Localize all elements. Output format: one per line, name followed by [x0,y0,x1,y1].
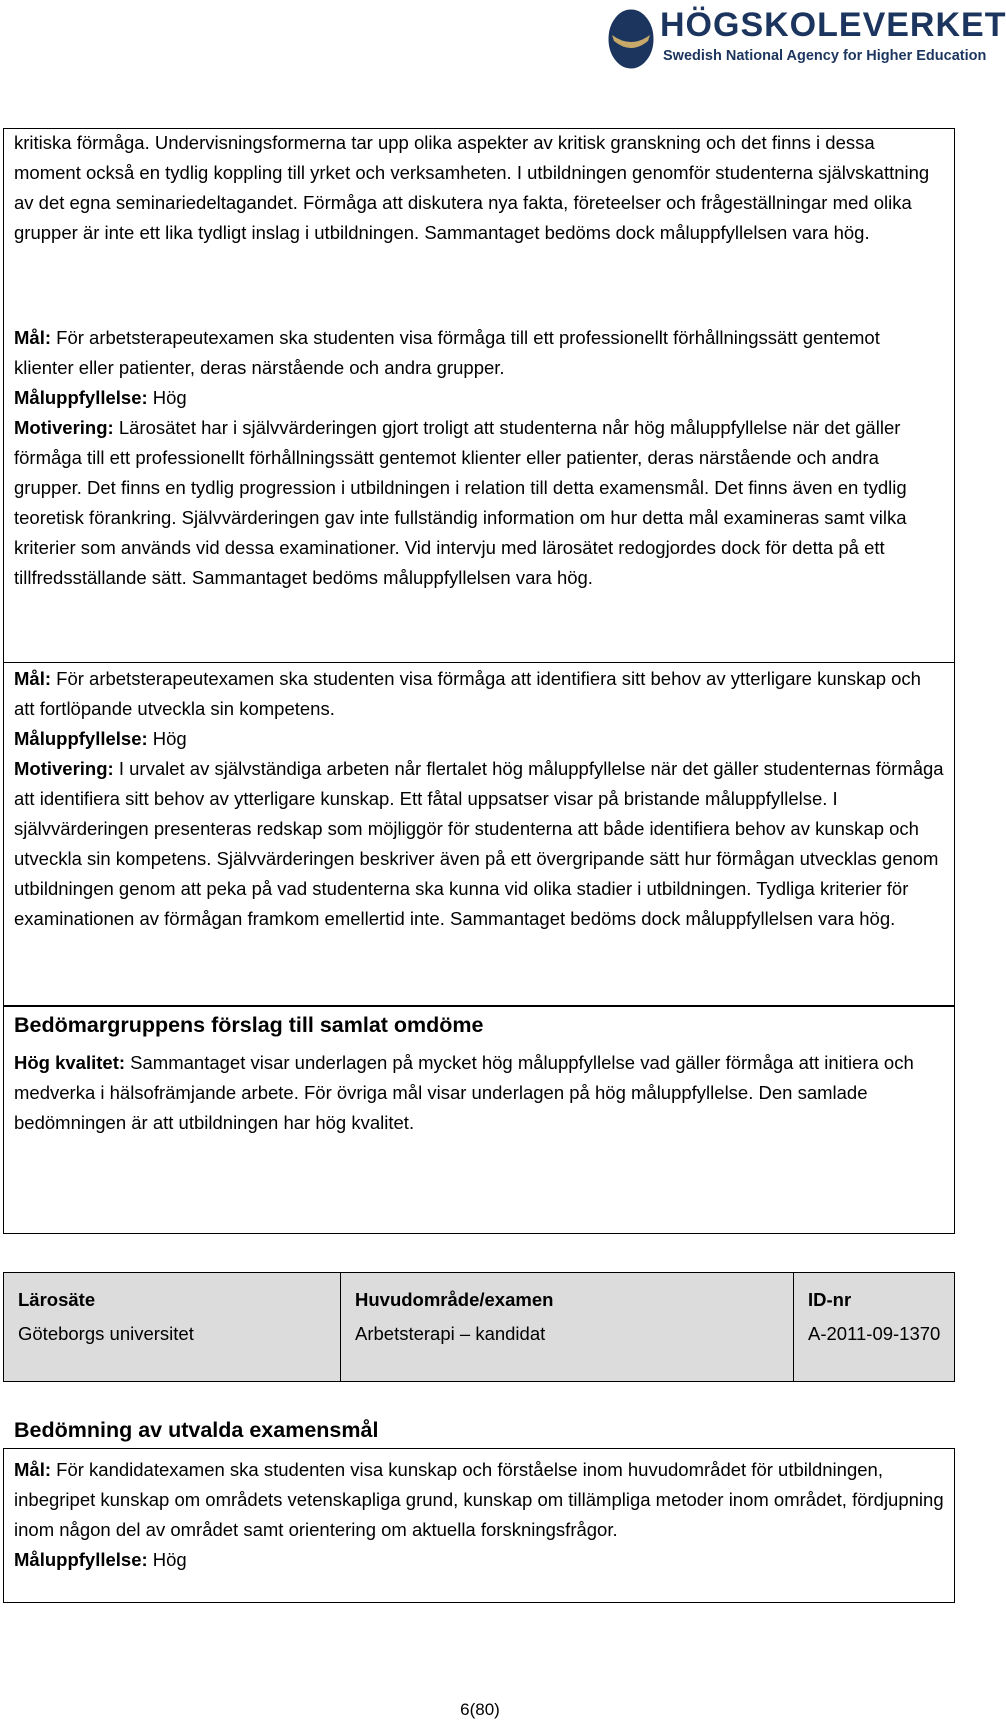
fulfilment-label: Måluppfyllelse: [14,728,148,749]
assessment-goal-block [3,1455,955,1575]
motivation-text: I urvalet av självständiga arbeten når flertalet hög måluppfyllelse när det gäller studenternas förmåga att identifiera sitt behov av ytterligare kunskap. Ett fåtal uppsatser visar på bristande måluppfyllelse. I självvärderingen presenteras redskap som möjliggör för studenterna att både identifiera behov av kunskap och utveckla sin kompetens. Självvärderingen beskriver även på ett övergripande sätt hur förmågan utvecklas genom utbildningen genom att peka på vad studenterna ska kunna vid olika stadier i utbildningen. Tydliga kriterier för examinationen av förmågan framkom emellertid inte. Sammantaget bedöms dock måluppfyllelsen vara hög. [14,758,944,929]
subject-cell [341,1273,794,1381]
goal-label: Mål: [14,327,51,348]
fulfilment-line [14,724,944,754]
divider [3,662,955,663]
fulfilment-line [14,383,944,413]
motivation-paragraph [14,754,944,934]
goal-text: För arbetsterapeutexamen ska studenten visa förmåga att identifiera sitt behov av ytterligare kunskap och att fortlöpande utveckla sin kompetens. [14,668,921,719]
goal-block-2 [3,323,955,593]
id-value: A-2011-09-1370 [808,1323,941,1344]
university-label: Lärosäte [18,1289,96,1310]
goal-paragraph [14,1455,944,1545]
logo-subtitle: Swedish National Agency for Higher Education [663,48,987,64]
motivation-paragraph [14,413,944,593]
subject-label: Huvudområde/examen [355,1289,554,1310]
fulfilment-value: Hög [147,728,187,749]
text-block-1 [3,128,955,248]
fulfilment-value: Hög [147,387,187,408]
goal-text: För kandidatexamen ska studenten visa kunskap och förståelse inom huvudområdet för utbildningen, inbegripet kunskap om områdets vetenskapliga grund, kunskap om tillämpliga metoder inom området, fördjupning inom någon del av området samt orientering om aktuella forskningsfrågor. [14,1459,944,1540]
goal-paragraph [14,664,944,724]
fulfilment-line [14,1545,944,1575]
summary-heading: Bedömargruppens förslag till samlat omdöme [14,1013,484,1037]
fulfilment-label: Måluppfyllelse: [14,1549,148,1570]
paragraph: kritiska förmåga. Undervisningsformerna tar upp olika aspekter av kritisk granskning och det finns i dessa moment också en tydlig koppling till yrket och verksamheten. I utbildningen genomför studenterna självskattning av det egna seminariedeltagandet. Förmåga att diskutera nya fakta, företeelser och frågeställningar med olika grupper är inte ett lika tydligt inslag i utbildningen. Sammantaget bedöms dock måluppfyllelsen vara hög. [14,132,930,243]
page-number: 6(80) [460,1700,500,1719]
identification-table [3,1272,955,1382]
motivation-label: Motivering: [14,758,114,779]
university-cell [4,1273,341,1381]
summary-text: Sammantaget visar underlagen på mycket hög måluppfyllelse vad gäller förmåga att initiera och medverka i hälsofrämjande arbete. För övriga mål visar underlagen på hög måluppfyllelse. Den samlade bedömningen är att utbildningen har hög kvalitet. [14,1052,914,1133]
agency-logo [608,6,1006,70]
logo-emblem-icon [608,9,654,69]
goal-paragraph [14,323,944,383]
goal-text: För arbetsterapeutexamen ska studenten visa förmåga till ett professionellt förhållningssätt gentemot klienter eller patienter, deras närstående och andra grupper. [14,327,880,378]
goal-label: Mål: [14,1459,51,1480]
subject-value: Arbetsterapi – kandidat [355,1323,546,1344]
fulfilment-value: Hög [147,1549,187,1570]
motivation-label: Motivering: [14,417,114,438]
quality-label: Hög kvalitet: [14,1052,126,1073]
university-value: Göteborgs universitet [18,1323,194,1344]
logo-name: HÖGSKOLEVERKET [660,6,1006,44]
summary-paragraph [14,1048,944,1138]
goal-label: Mål: [14,668,51,689]
summary-section [3,1010,955,1138]
motivation-text: Lärosätet har i självvärderingen gjort troligt att studenterna når hög måluppfyllelse när det gäller förmåga till ett professionellt förhållningssätt gentemot klienter eller patienter, deras närstående och andra grupper. Det finns en tydlig progression i utbildningen i relation till detta examensmål. Det finns även en tydlig teoretisk förankring. Självvärderingen gav inte fullständig information om hur detta mål examineras samt vilka kriterier som används vid dessa examinationer. Vid intervju med lärosätet redogjordes dock för detta på ett tillfredsställande sätt. Sammantaget bedöms måluppfyllelsen vara hög. [14,417,907,588]
fulfilment-label: Måluppfyllelse: [14,387,148,408]
id-cell [794,1273,954,1381]
id-label: ID-nr [808,1289,852,1310]
goal-block-3 [3,664,955,934]
assessment-heading: Bedömning av utvalda examensmål [14,1418,379,1442]
